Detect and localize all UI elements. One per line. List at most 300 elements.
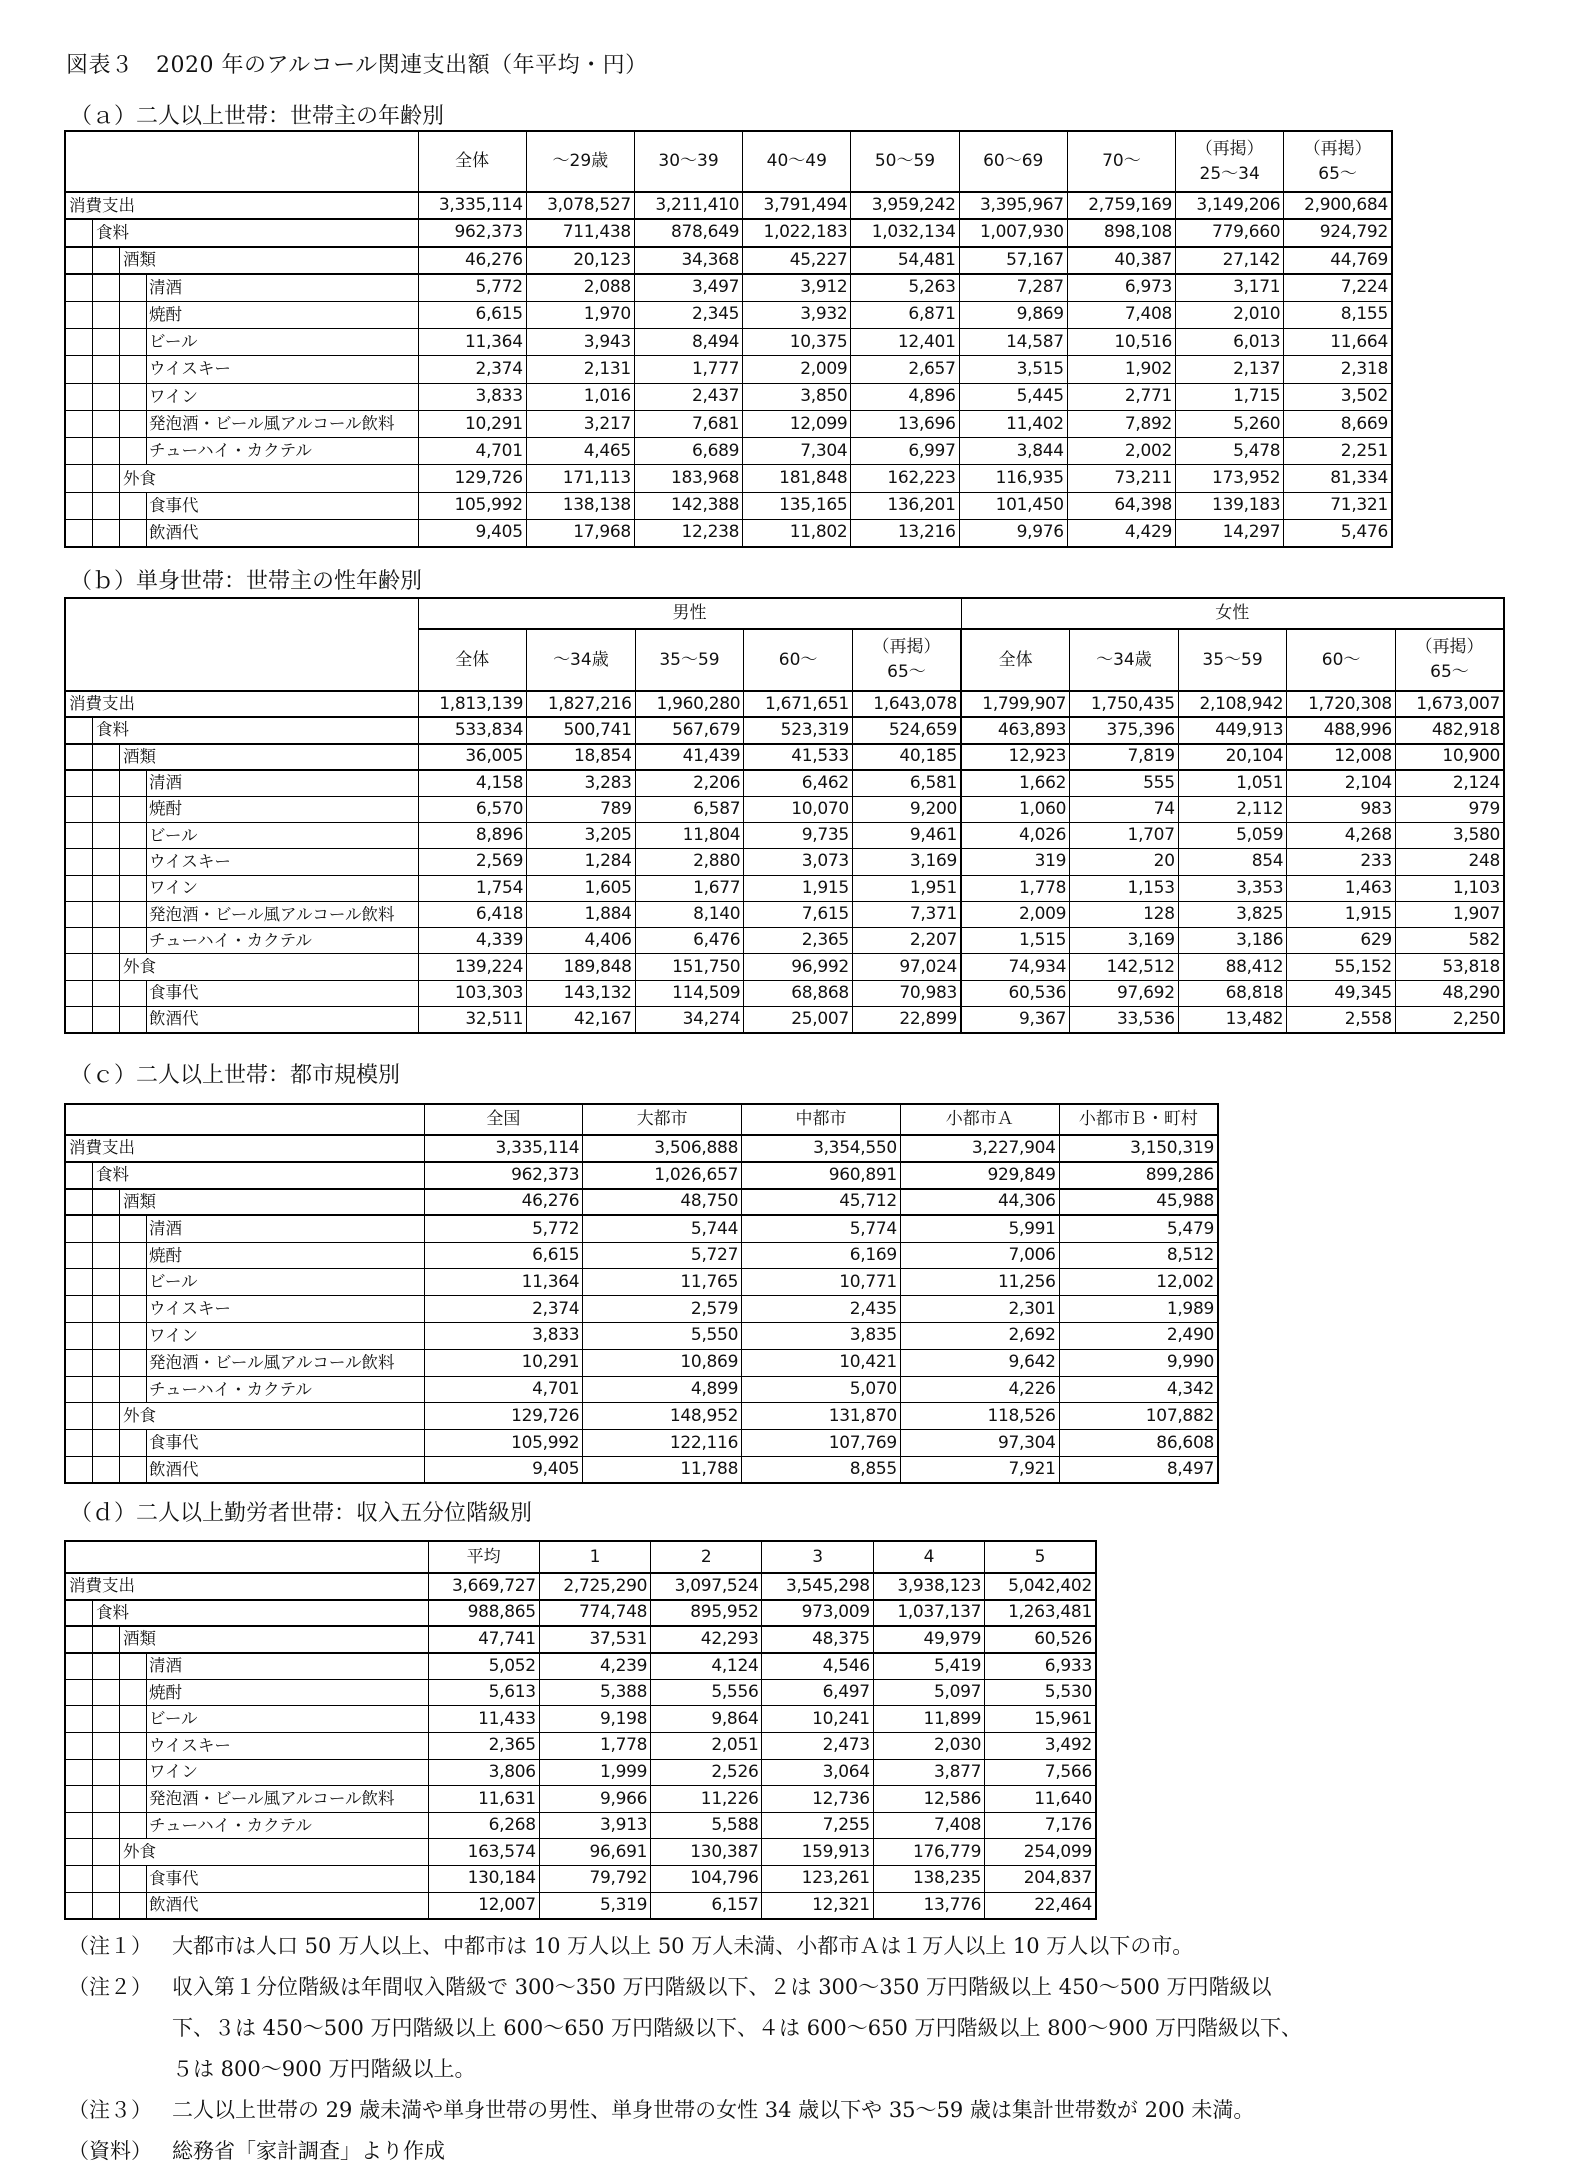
cell-value: 5,476 [1284,520,1392,547]
cell-value: 5,774 [742,1215,901,1242]
row-label-text: 発泡酒・ビール風アルコール飲料 [149,904,395,924]
cell-value: 1,671,651 [744,691,853,717]
cell-value: 148,952 [583,1403,742,1430]
cell-value: 2,771 [1067,383,1175,410]
cell-value: 96,992 [744,954,853,980]
indent-guide [119,356,120,383]
indent-guide [146,796,147,822]
table-row [65,1296,1218,1323]
indent-guide [92,1892,93,1919]
indent-guide [119,1430,120,1457]
indent-guide [92,1430,93,1457]
table-row [65,1215,1218,1242]
cell-value: 142,388 [634,492,742,519]
indent-guide [92,796,93,822]
row-label [65,1653,428,1680]
row-label-text: 酒類 [123,1629,156,1649]
cell-value: 183,968 [634,465,742,492]
cell-value: 3,335,114 [424,1135,583,1162]
cell-value: 48,750 [583,1189,742,1216]
column-header-line1: 35～59 [1202,649,1263,670]
cell-value: 3,833 [424,1323,583,1350]
indent-guide [92,1600,93,1627]
row-label-text: 発泡酒・ビール風アルコール飲料 [149,1788,395,1808]
cell-value: 3,497 [634,274,742,301]
note-line [68,1926,1302,1967]
cell-value: 5,445 [959,383,1067,410]
cell-value: 22,464 [985,1892,1096,1919]
indent-guide [92,770,93,796]
cell-value: 3,353 [1178,875,1287,901]
table-row [65,849,1504,875]
row-label [65,1403,424,1430]
cell-value: 6,615 [424,1242,583,1269]
cell-value: 2,251 [1284,438,1392,465]
indent-guide [146,520,147,547]
indent-guide [92,822,93,848]
cell-value: 9,405 [418,520,526,547]
indent-guide [119,1189,120,1216]
row-label [65,247,418,274]
row-label-text: 食料 [96,1602,129,1622]
indent-guide [146,928,147,954]
row-label [65,356,418,383]
row-label-text: 発泡酒・ビール風アルコール飲料 [149,413,395,433]
cell-value: 1,643,078 [852,691,961,717]
cell-value: 3,150,319 [1059,1135,1218,1162]
cell-value: 11,640 [985,1786,1096,1813]
row-label [65,1242,424,1269]
row-label [65,1215,424,1242]
cell-value: 233 [1287,849,1396,875]
cell-value: 5,744 [583,1215,742,1242]
cell-value: 4,268 [1287,822,1396,848]
cell-value: 5,550 [583,1323,742,1350]
cell-value: 3,073 [744,849,853,875]
cell-value: 2,374 [424,1296,583,1323]
cell-value: 9,200 [852,796,961,822]
cell-value: 3,959,242 [851,192,959,219]
indent-guide [146,849,147,875]
column-header-line1: 30～39 [658,151,719,172]
table-row [65,1759,1096,1786]
cell-value: 10,771 [742,1269,901,1296]
cell-value: 7,615 [744,901,853,927]
indent-guide [92,875,93,901]
column-header [1284,131,1392,192]
indent-guide [92,520,93,547]
indent-guide [119,1839,120,1866]
cell-value: 4,342 [1059,1376,1218,1403]
cell-value: 4,701 [424,1376,583,1403]
column-header [635,629,744,691]
column-header: 大都市 [583,1104,742,1135]
cell-value: 789 [527,796,636,822]
cell-value: 74 [1070,796,1179,822]
cell-value: 1,103 [1395,875,1504,901]
cell-value: 929,849 [900,1162,1059,1189]
indent-guide [146,1242,147,1269]
column-header [852,629,961,691]
cell-value: 4,896 [851,383,959,410]
cell-value: 9,976 [959,520,1067,547]
cell-value: 9,461 [852,822,961,848]
indent-guide [119,1457,120,1484]
table-row [65,301,1392,328]
cell-value: 101,450 [959,492,1067,519]
row-label [65,1706,428,1733]
cell-value: 6,169 [742,1242,901,1269]
indent-guide [146,770,147,796]
cell-value: 523,319 [744,717,853,743]
cell-value: 11,226 [651,1786,762,1813]
cell-value: 73,211 [1067,465,1175,492]
cell-value: 6,462 [744,770,853,796]
cell-value: 3,211,410 [634,192,742,219]
column-header: 2 [651,1541,762,1573]
cell-value: 20,123 [526,247,634,274]
indent-guide [92,438,93,465]
indent-guide [92,492,93,519]
cell-value: 6,615 [418,301,526,328]
cell-value: 6,268 [428,1812,539,1839]
cell-value: 159,913 [762,1839,873,1866]
table-row [65,1457,1218,1484]
indent-guide [119,383,120,410]
cell-value: 6,418 [418,901,527,927]
row-label-text: 外食 [123,468,156,488]
indent-guide [119,247,120,274]
indent-guide [146,1215,147,1242]
cell-value: 8,855 [742,1457,901,1484]
cell-value: 13,696 [851,410,959,437]
indent-guide [119,1349,120,1376]
cell-value: 5,059 [1178,822,1287,848]
row-label-text: 食料 [96,720,129,740]
cell-value: 5,613 [428,1679,539,1706]
cell-value: 6,013 [1176,328,1284,355]
cell-value: 5,478 [1176,438,1284,465]
row-label-text: チューハイ・カクテル [149,1379,312,1399]
cell-value: 8,140 [635,901,744,927]
cell-value: 55,152 [1287,954,1396,980]
table-row [65,1269,1218,1296]
cell-value: 25,007 [744,1007,853,1033]
cell-value: 1,778 [539,1733,650,1760]
header-corner [65,1104,424,1135]
group-header-row [65,598,1504,629]
note-label: （注３） [68,2098,152,2122]
cell-value: 181,848 [743,465,851,492]
column-header: 中都市 [742,1104,901,1135]
note-line [68,2049,1302,2090]
indent-guide [119,1866,120,1893]
indent-guide [146,301,147,328]
column-header-line1: 全体 [455,649,490,670]
row-label-text: 外食 [123,956,156,976]
indent-guide [146,1349,147,1376]
row-label [65,1759,428,1786]
cell-value: 13,776 [873,1892,984,1919]
row-label-text: 清酒 [149,1218,182,1238]
header-row [65,1541,1096,1573]
row-label-text: 食事代 [149,495,199,515]
indent-guide [92,1679,93,1706]
row-label [65,1892,428,1919]
cell-value: 5,991 [900,1215,1059,1242]
cell-value: 12,002 [1059,1269,1218,1296]
row-label-text: ワイン [149,1325,199,1345]
cell-value: 500,741 [527,717,636,743]
row-label [65,1679,428,1706]
cell-value: 1,999 [539,1759,650,1786]
row-label [65,328,418,355]
cell-value: 2,490 [1059,1323,1218,1350]
cell-value: 4,158 [418,770,527,796]
cell-value: 8,494 [634,328,742,355]
row-label-text: 消費支出 [69,1138,135,1158]
row-label [65,875,418,901]
cell-value: 6,476 [635,928,744,954]
indent-guide [92,219,93,246]
column-header: 3 [762,1541,873,1573]
cell-value: 960,891 [742,1162,901,1189]
cell-value: 7,921 [900,1457,1059,1484]
cell-value: 2,900,684 [1284,192,1392,219]
table-row [65,1007,1504,1033]
cell-value: 4,226 [900,1376,1059,1403]
row-label-text: ビール [149,331,198,351]
cell-value: 173,952 [1176,465,1284,492]
cell-value: 254,099 [985,1839,1096,1866]
cell-value: 3,806 [428,1759,539,1786]
indent-guide [119,301,120,328]
row-label-text: ビール [149,825,198,845]
cell-value: 105,992 [418,492,526,519]
cell-value: 49,345 [1287,980,1396,1006]
cell-value: 3,169 [852,849,961,875]
row-label-text: チューハイ・カクテル [149,930,312,950]
header-corner [65,598,418,691]
row-label [65,770,418,796]
cell-value: 2,365 [428,1733,539,1760]
cell-value: 162,223 [851,465,959,492]
cell-value: 898,108 [1067,219,1175,246]
cell-value: 1,750,435 [1070,691,1179,717]
indent-guide [146,1679,147,1706]
cell-value: 2,112 [1178,796,1287,822]
row-label [65,274,418,301]
cell-value: 1,707 [1070,822,1179,848]
section-b-heading: （ｂ）単身世帯：世帯主の性年齢別 [70,569,423,594]
cell-value: 2,759,169 [1067,192,1175,219]
cell-value: 3,149,206 [1176,192,1284,219]
column-header: 小都市Ａ [900,1104,1059,1135]
row-label [65,1839,428,1866]
indent-guide [119,1403,120,1430]
cell-value: 163,574 [428,1839,539,1866]
row-label-text: 外食 [123,1406,156,1426]
cell-value: 204,837 [985,1866,1096,1893]
cell-value: 6,997 [851,438,959,465]
cell-value: 8,497 [1059,1457,1218,1484]
cell-value: 895,952 [651,1600,762,1627]
row-label [65,383,418,410]
indent-guide [92,901,93,927]
column-header-line2: 25～34 [1199,163,1260,184]
table-row [65,1573,1096,1600]
cell-value: 20 [1070,849,1179,875]
indent-guide [92,383,93,410]
cell-value: 962,373 [424,1162,583,1189]
cell-value: 3,217 [526,410,634,437]
table-row [65,1839,1096,1866]
indent-guide [119,1679,120,1706]
cell-value: 176,779 [873,1839,984,1866]
cell-value: 2,657 [851,356,959,383]
cell-value: 14,297 [1176,520,1284,547]
row-label-text: 焼酎 [149,1682,182,1702]
cell-value: 5,727 [583,1242,742,1269]
indent-guide [92,1007,93,1033]
note-text: 大都市は人口 50 万人以上、中都市は 10 万人以上 50 万人未満、小都市Ａは１万人以上 10 万人以下の市。 [172,1934,1194,1958]
table-row [65,1626,1096,1653]
table-row [65,438,1392,465]
cell-value: 1,605 [527,875,636,901]
cell-value: 12,238 [634,520,742,547]
row-label [65,465,418,492]
indent-guide [146,1812,147,1839]
cell-value: 1,827,216 [527,691,636,717]
cell-value: 5,263 [851,274,959,301]
cell-value: 1,777 [634,356,742,383]
column-header-line1: （再掲） [1303,138,1372,159]
cell-value: 5,588 [651,1812,762,1839]
indent-guide [119,1653,120,1680]
table-row [65,1430,1218,1457]
column-header-line1: 35～59 [659,649,720,670]
cell-value: 3,791,494 [743,192,851,219]
indent-guide [146,383,147,410]
table-row [65,1866,1096,1893]
cell-value: 11,788 [583,1457,742,1484]
indent-guide [92,1215,93,1242]
cell-value: 5,319 [539,1892,650,1919]
cell-value: 142,512 [1070,954,1179,980]
indent-guide [92,1786,93,1813]
cell-value: 68,818 [1178,980,1287,1006]
column-header-line1: 50～59 [874,151,936,172]
row-label-text: 清酒 [149,277,182,297]
column-header-line1: （再掲） [1415,637,1484,658]
cell-value: 1,037,137 [873,1600,984,1627]
notes [68,1926,1302,2172]
table-row [65,796,1504,822]
indent-guide [92,717,93,743]
cell-value: 11,804 [635,822,744,848]
column-header [1287,629,1396,691]
cell-value: 524,659 [852,717,961,743]
cell-value: 4,124 [651,1653,762,1680]
row-label [65,1349,424,1376]
cell-value: 1,902 [1067,356,1175,383]
cell-value: 60,526 [985,1626,1096,1653]
row-label [65,1626,428,1653]
table-row [65,328,1392,355]
indent-guide [119,520,120,547]
cell-value: 8,155 [1284,301,1392,328]
indent-guide [119,849,120,875]
note-line [68,2008,1302,2049]
note-text: ５は 800～900 万円階級以上。 [172,2057,476,2081]
cell-value: 629 [1287,928,1396,954]
cell-value: 47,741 [428,1626,539,1653]
row-label-text: 食事代 [149,1432,199,1452]
indent-guide [146,980,147,1006]
cell-value: 6,570 [418,796,527,822]
indent-guide [119,1786,120,1813]
indent-guide [92,1376,93,1403]
table-row [65,744,1504,770]
indent-guide [146,356,147,383]
cell-value: 1,673,007 [1395,691,1504,717]
row-label-text: 食料 [96,1164,129,1184]
row-label-text: 清酒 [149,773,182,793]
cell-value: 9,864 [651,1706,762,1733]
cell-value: 4,546 [762,1653,873,1680]
table-b-single-sex-age [64,597,1505,1034]
cell-value: 11,899 [873,1706,984,1733]
column-header [526,131,634,192]
table-row [65,770,1504,796]
cell-value: 86,608 [1059,1430,1218,1457]
indent-guide [92,328,93,355]
table-row [65,1812,1096,1839]
cell-value: 9,869 [959,301,1067,328]
cell-value: 138,235 [873,1866,984,1893]
cell-value: 143,132 [527,980,636,1006]
cell-value: 104,796 [651,1866,762,1893]
row-label [65,849,418,875]
cell-value: 2,437 [634,383,742,410]
column-header-line2: 65～ [1318,163,1357,184]
column-header-line1: 70～ [1102,151,1141,172]
row-label [65,1189,424,1216]
cell-value: 4,339 [418,928,527,954]
cell-value: 10,869 [583,1349,742,1376]
row-label-text: ワイン [149,1762,199,1782]
cell-value: 171,113 [526,465,634,492]
cell-value: 12,321 [762,1892,873,1919]
note-text: 下、３は 450～500 万円階級以上 600～650 万円階級以下、４は 600～650 万円階級以上 800～900 万円階級以下、 [172,2016,1303,2040]
header-corner [65,131,418,192]
cell-value: 70,983 [852,980,961,1006]
cell-value: 11,433 [428,1706,539,1733]
cell-value: 6,581 [852,770,961,796]
row-label [65,1866,428,1893]
cell-value: 5,260 [1176,410,1284,437]
cell-value: 22,899 [852,1007,961,1033]
cell-value: 248 [1395,849,1504,875]
cell-value: 11,664 [1284,328,1392,355]
cell-value: 74,934 [961,954,1070,980]
table-row [65,492,1392,519]
cell-value: 3,669,727 [428,1573,539,1600]
table-row [65,274,1392,301]
row-label [65,438,418,465]
row-label [65,1269,424,1296]
cell-value: 3,354,550 [742,1135,901,1162]
